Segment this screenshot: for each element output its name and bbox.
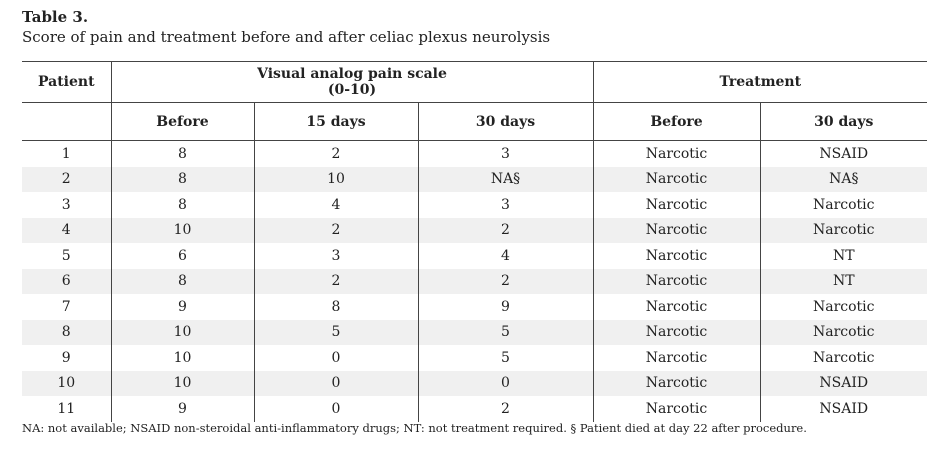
- table-row: [22, 167, 927, 193]
- vas-30-days-cell: 9: [418, 294, 593, 320]
- table-row: [22, 294, 927, 320]
- table-row: [22, 269, 927, 295]
- header-vas-15-days: 15 days: [254, 103, 418, 141]
- patient-cell: 3: [22, 192, 111, 218]
- vas-15-days-cell: 8: [254, 294, 418, 320]
- vas-30-days-cell: 3: [418, 192, 593, 218]
- patient-cell: 10: [22, 371, 111, 397]
- treatment-before-cell: Narcotic: [593, 218, 760, 244]
- vas-before-cell: 8: [111, 167, 254, 193]
- vas-30-days-cell: 3: [418, 141, 593, 167]
- table-label: Table 3.: [22, 8, 89, 26]
- table-footnote: NA: not available; NSAID non-steroidal anti-inflammatory drugs; NT: not treatment required. § Patient died at day 22 after procedure.: [22, 421, 807, 435]
- vas-15-days-cell: 3: [254, 243, 418, 269]
- treatment-before-cell: Narcotic: [593, 243, 760, 269]
- table-row: [22, 396, 927, 422]
- table-row: [22, 243, 927, 269]
- table-row: [22, 345, 927, 371]
- header-empty: [22, 103, 111, 141]
- treatment-30-days-cell: Narcotic: [760, 320, 927, 346]
- vas-before-cell: 10: [111, 218, 254, 244]
- vas-before-cell: 9: [111, 396, 254, 422]
- vas-15-days-cell: 5: [254, 320, 418, 346]
- header-vas-30-days: 30 days: [418, 103, 593, 141]
- vas-15-days-cell: 2: [254, 218, 418, 244]
- patient-cell: 1: [22, 141, 111, 167]
- treatment-30-days-cell: Narcotic: [813, 298, 875, 315]
- patient-cell: 5: [22, 243, 111, 269]
- treatment-30-days-cell: NSAID: [760, 371, 927, 397]
- header-treatment-before: Before: [593, 103, 760, 141]
- treatment-before-cell: Narcotic: [593, 192, 760, 218]
- treatment-30-days-cell: NT: [832, 247, 855, 264]
- treatment-before-cell: Narcotic: [593, 294, 760, 320]
- patient-cell: 6: [22, 269, 111, 295]
- vas-15-days-cell: 2: [254, 269, 418, 295]
- vas-15-days-cell: 4: [254, 192, 418, 218]
- vas-30-days-cell: NA§: [418, 167, 593, 193]
- treatment-30-days-cell: NA§: [760, 167, 927, 193]
- patient-cell: 9: [22, 345, 111, 371]
- treatment-before-cell: Narcotic: [593, 345, 760, 371]
- vas-15-days-cell: 0: [254, 371, 418, 397]
- table-body: [22, 141, 927, 422]
- vas-before-cell: 10: [111, 371, 254, 397]
- vas-before-cell: 8: [111, 141, 254, 167]
- table-row: [22, 218, 927, 244]
- patient-cell: 4: [22, 218, 111, 244]
- vas-before-cell: 6: [111, 243, 254, 269]
- table-row: [22, 371, 927, 397]
- patient-cell: 11: [22, 396, 111, 422]
- table-caption: [22, 8, 550, 47]
- header-vas-unit: (0-10): [327, 82, 377, 98]
- table-row: [22, 141, 927, 167]
- header-patient: Patient: [22, 62, 111, 103]
- treatment-30-days-cell: Narcotic: [813, 196, 875, 213]
- header-vas: [111, 62, 593, 103]
- patient-cell: 8: [22, 320, 111, 346]
- treatment-before-cell: Narcotic: [593, 371, 760, 397]
- patient-cell: 2: [22, 167, 111, 193]
- header-vas-label: Visual analog pain scale: [257, 66, 447, 82]
- treatment-30-days-cell: Narcotic: [813, 349, 875, 366]
- header-treatment-30-days: 30 days: [760, 103, 927, 141]
- treatment-30-days-cell: NSAID: [819, 145, 869, 162]
- vas-30-days-cell: 0: [418, 371, 593, 397]
- treatment-before-cell: Narcotic: [593, 320, 760, 346]
- header-row-2: [22, 103, 927, 141]
- vas-30-days-cell: 4: [418, 243, 593, 269]
- treatment-before-cell: Narcotic: [593, 167, 760, 193]
- pain-treatment-table: [22, 61, 927, 422]
- vas-30-days-cell: 5: [418, 345, 593, 371]
- treatment-30-days-cell: NT: [760, 269, 927, 295]
- treatment-before-cell: Narcotic: [593, 141, 760, 167]
- vas-before-cell: 10: [111, 320, 254, 346]
- treatment-30-days-cell: Narcotic: [760, 218, 927, 244]
- vas-30-days-cell: 2: [418, 396, 593, 422]
- patient-cell: 7: [22, 294, 111, 320]
- vas-before-cell: 8: [111, 269, 254, 295]
- header-treatment: Treatment: [593, 62, 927, 103]
- vas-before-cell: 9: [111, 294, 254, 320]
- vas-30-days-cell: 2: [418, 218, 593, 244]
- treatment-before-cell: Narcotic: [593, 269, 760, 295]
- header-vas-before: Before: [111, 103, 254, 141]
- header-row-1: [22, 62, 927, 103]
- table-title: Score of pain and treatment before and after celiac plexus neurolysis: [22, 28, 551, 46]
- table-row: [22, 192, 927, 218]
- vas-30-days-cell: 2: [418, 269, 593, 295]
- table-row: [22, 320, 927, 346]
- vas-30-days-cell: 5: [418, 320, 593, 346]
- vas-before-cell: 8: [111, 192, 254, 218]
- vas-before-cell: 10: [111, 345, 254, 371]
- vas-15-days-cell: 0: [254, 396, 418, 422]
- treatment-before-cell: Narcotic: [593, 396, 760, 422]
- vas-15-days-cell: 0: [254, 345, 418, 371]
- vas-15-days-cell: 2: [254, 141, 418, 167]
- treatment-30-days-cell: NSAID: [819, 400, 869, 417]
- vas-15-days-cell: 10: [254, 167, 418, 193]
